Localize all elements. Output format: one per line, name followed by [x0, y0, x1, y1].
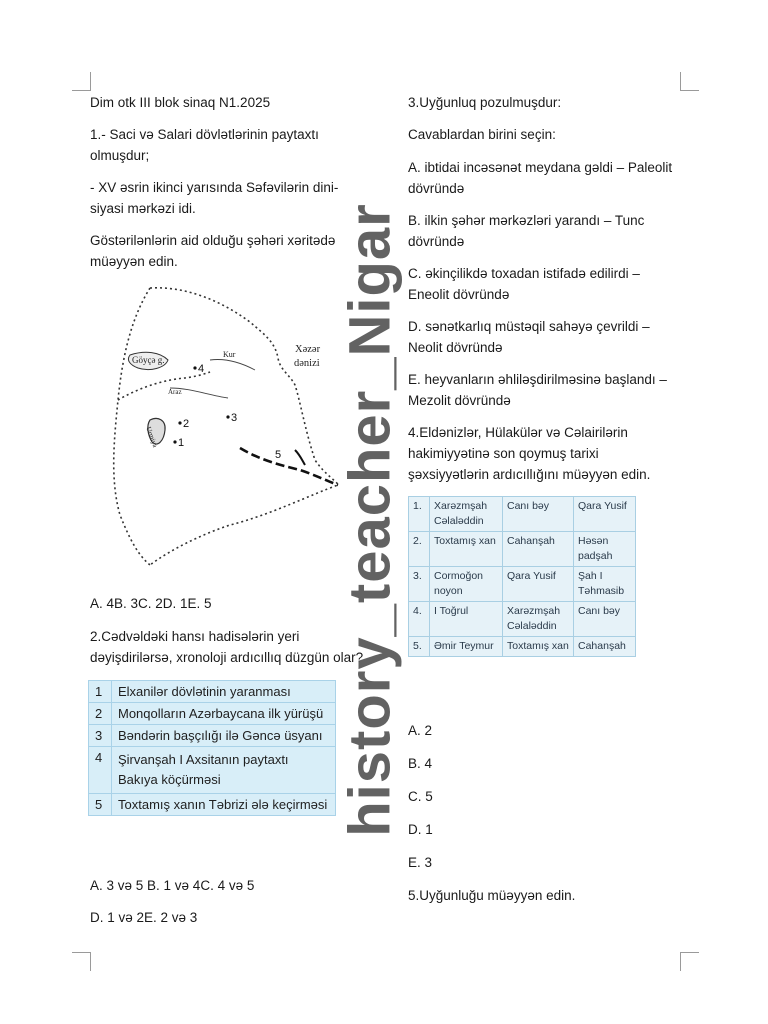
q1-line-2: olmuşdur;: [90, 148, 150, 163]
q5-title: 5.Uyğunluğu müəyyən edin.: [408, 888, 576, 903]
map-label-sea-1: Xəzər: [295, 344, 321, 355]
q3-option-b-2: dövründə: [408, 234, 465, 249]
q3-option-d-2: Neolit dövründə: [408, 340, 503, 355]
table-row: 5 Toxtamış xanın Təbrizi ələ keçirməsi: [89, 794, 336, 816]
table-row: 4. I Toğrul Xarəzmşah Cəlaləddin Canı bəy: [409, 602, 636, 637]
q4-answer-a: A. 2: [408, 723, 433, 738]
table-row: 4 Şirvanşah I Axsitanın paytaxtı Bakıya köçürməsi: [89, 747, 336, 794]
q3-title: 3.Uyğunluq pozulmuşdur:: [408, 95, 562, 110]
q2-line-2: dəyişdirilərsə, xronoloji ardıcıllıq düzgün olar?: [90, 650, 364, 665]
q4-answer-e: E. 3: [408, 855, 433, 870]
q4-answer-b: B. 4: [408, 756, 433, 771]
q2-events-table: [88, 680, 336, 816]
q4-line-2: hakimiyyətinə son qoymuş tarixi: [408, 446, 599, 461]
map-label-lake: Göyçə g.: [132, 355, 165, 365]
q3-option-a-1: A. ibtidai incəsənət meydana gəldi – Paleolit: [408, 160, 673, 175]
crop-mark-bottom-right: [680, 952, 699, 971]
q1-answers: A. 4B. 3C. 2D. 1E. 5: [90, 596, 212, 611]
table-row: 1 Elxanilər dövlətinin yaranması: [89, 681, 336, 703]
q1-line-4: siyasi mərkəzi idi.: [90, 201, 196, 216]
crop-mark-top-left: [72, 72, 91, 91]
q3-prompt: Cavablardan birini seçin:: [408, 127, 556, 142]
q2-answers-2: D. 1 və 2E. 2 və 3: [90, 910, 198, 925]
q3-option-d-1: D. sənətkarlıq müstəqil sahəyə çevrildi –: [408, 319, 650, 334]
map-label-kur: Kur: [223, 350, 236, 359]
q3-option-b-1: B. ilkin şəhər mərkəzləri yarandı – Tunc: [408, 213, 645, 228]
q2-answers-1: A. 3 və 5 B. 1 və 4C. 4 və 5: [90, 878, 255, 893]
q1-line-1: 1.- Saci və Salari dövlətlərinin paytaxtı: [90, 127, 319, 142]
q3-option-e-1: E. heyvanların əhliləşdirilməsinə başlandı –: [408, 372, 667, 387]
watermark: history_teacher_Nigar: [337, 203, 403, 837]
table-row: 1. Xarəzmşah Cəlaləddin Canı bəy Qara Yusif: [409, 497, 636, 532]
q1-line-5: Göstərilənlərin aid olduğu şəhəri xəritədə: [90, 233, 336, 248]
q4-line-3: şəxsiyyətlərin ardıcıllığını müəyyən edin.: [408, 467, 651, 482]
q3-option-a-2: dövründə: [408, 181, 465, 196]
q1-line-3: - XV əsrin ikinci yarısında Səfəvilərin dini-: [90, 180, 339, 195]
map-point-2: 2: [183, 418, 190, 430]
q4-line-1: 4.Eldənizlər, Hülakülər və Cəlairilərin: [408, 425, 628, 440]
map-point-1: 1: [178, 437, 185, 449]
map-point-4: 4: [198, 363, 205, 375]
table-row: 5. Əmir Teymur Toxtamış xan Cahanşah: [409, 637, 636, 657]
q4-answer-d: D. 1: [408, 822, 433, 837]
crop-mark-top-right: [680, 72, 699, 91]
table-row: 2. Toxtamış xan Cahanşah Həsən padşah: [409, 532, 636, 567]
map-point-3: 3: [231, 412, 238, 424]
q3-option-c-2: Eneolit dövründə: [408, 287, 510, 302]
map-label-urmiya: Urmiya: [144, 425, 160, 449]
q3-option-e-2: Mezolit dövründə: [408, 393, 511, 408]
q2-line-1: 2.Cədvəldəki hansı hadisələrin yeri: [90, 629, 300, 644]
table-row: 3. Cormoğon noyon Qara Yusif Şah I Təhmasib: [409, 567, 636, 602]
historical-map: [90, 280, 360, 570]
map-label-sea-2: dənizi: [294, 358, 320, 369]
q4-answer-c: C. 5: [408, 789, 433, 804]
q1-line-6: müəyyən edin.: [90, 254, 178, 269]
document-title: Dim otk III blok sinaq N1.2025: [90, 95, 271, 110]
map-label-araz: Araz: [168, 388, 182, 396]
table-row: 3 Bəndərin başçılığı ilə Gəncə üsyanı: [89, 725, 336, 747]
crop-mark-bottom-left: [72, 952, 91, 971]
q4-persons-table: [408, 496, 636, 657]
map-point-5: 5: [275, 449, 282, 461]
q3-option-c-1: C. əkinçilikdə toxadan istifadə edilirdi –: [408, 266, 640, 281]
table-row: 2 Monqolların Azərbaycana ilk yürüşü: [89, 703, 336, 725]
